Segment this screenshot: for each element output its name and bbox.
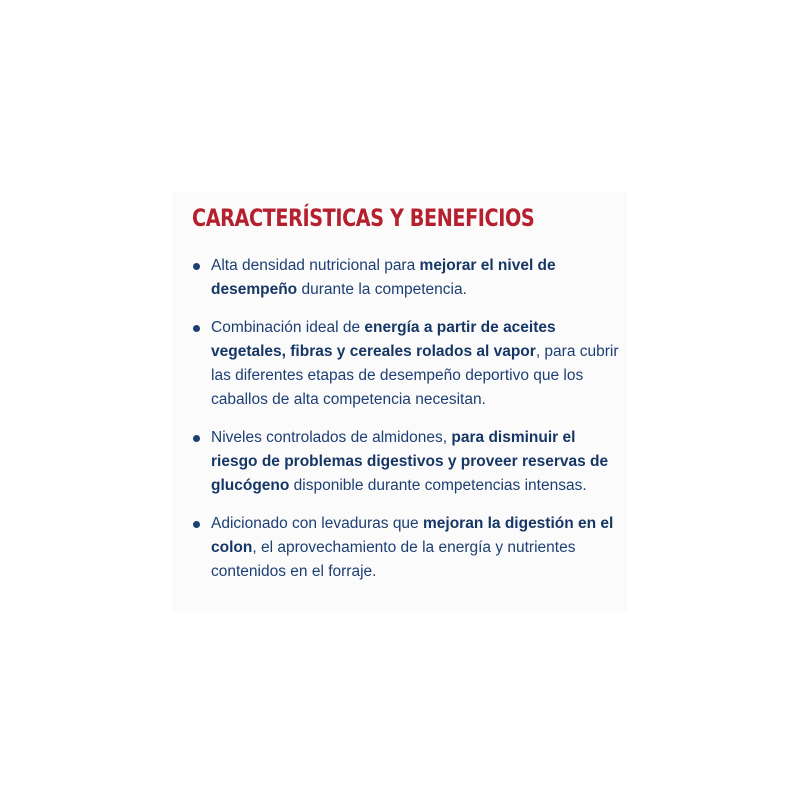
item-highlight: para disminuir el riesgo de problemas digestivos y proveer reservas de glucógeno xyxy=(211,429,609,494)
item-text: disponible durante competencias intensas. xyxy=(289,477,587,494)
bullet-icon xyxy=(193,435,200,442)
benefits-list xyxy=(192,254,622,598)
bullet-icon xyxy=(193,521,200,528)
list-item xyxy=(192,254,622,302)
item-text: Adicionado con levaduras que xyxy=(211,515,423,532)
item-text: Niveles controlados de almidones, xyxy=(211,429,452,446)
item-text: , para cubrir las diferentes etapas de desempeño deportivo que los caballos de alta competencia necesitan. xyxy=(211,343,619,408)
item-text: Combinación ideal de xyxy=(211,319,365,336)
item-text: , el aprovechamiento de la energía y nutrientes contenidos en el forraje. xyxy=(211,539,576,580)
item-highlight: mejorar el nivel de desempeño xyxy=(211,257,556,298)
item-highlight: energía a partir de aceites vegetales, fibras y cereales rolados al vapor xyxy=(211,319,556,360)
bullet-icon xyxy=(193,325,200,332)
list-item xyxy=(192,316,622,412)
section-heading: CARACTERÍSTICAS Y BENEFICIOS xyxy=(192,204,535,232)
item-highlight: mejoran la digestión en el colon xyxy=(211,515,614,556)
item-text: Alta densidad nutricional para xyxy=(211,257,420,274)
list-item xyxy=(192,426,622,498)
item-text: durante la competencia. xyxy=(297,281,467,298)
bullet-icon xyxy=(193,263,200,270)
list-item xyxy=(192,512,622,584)
